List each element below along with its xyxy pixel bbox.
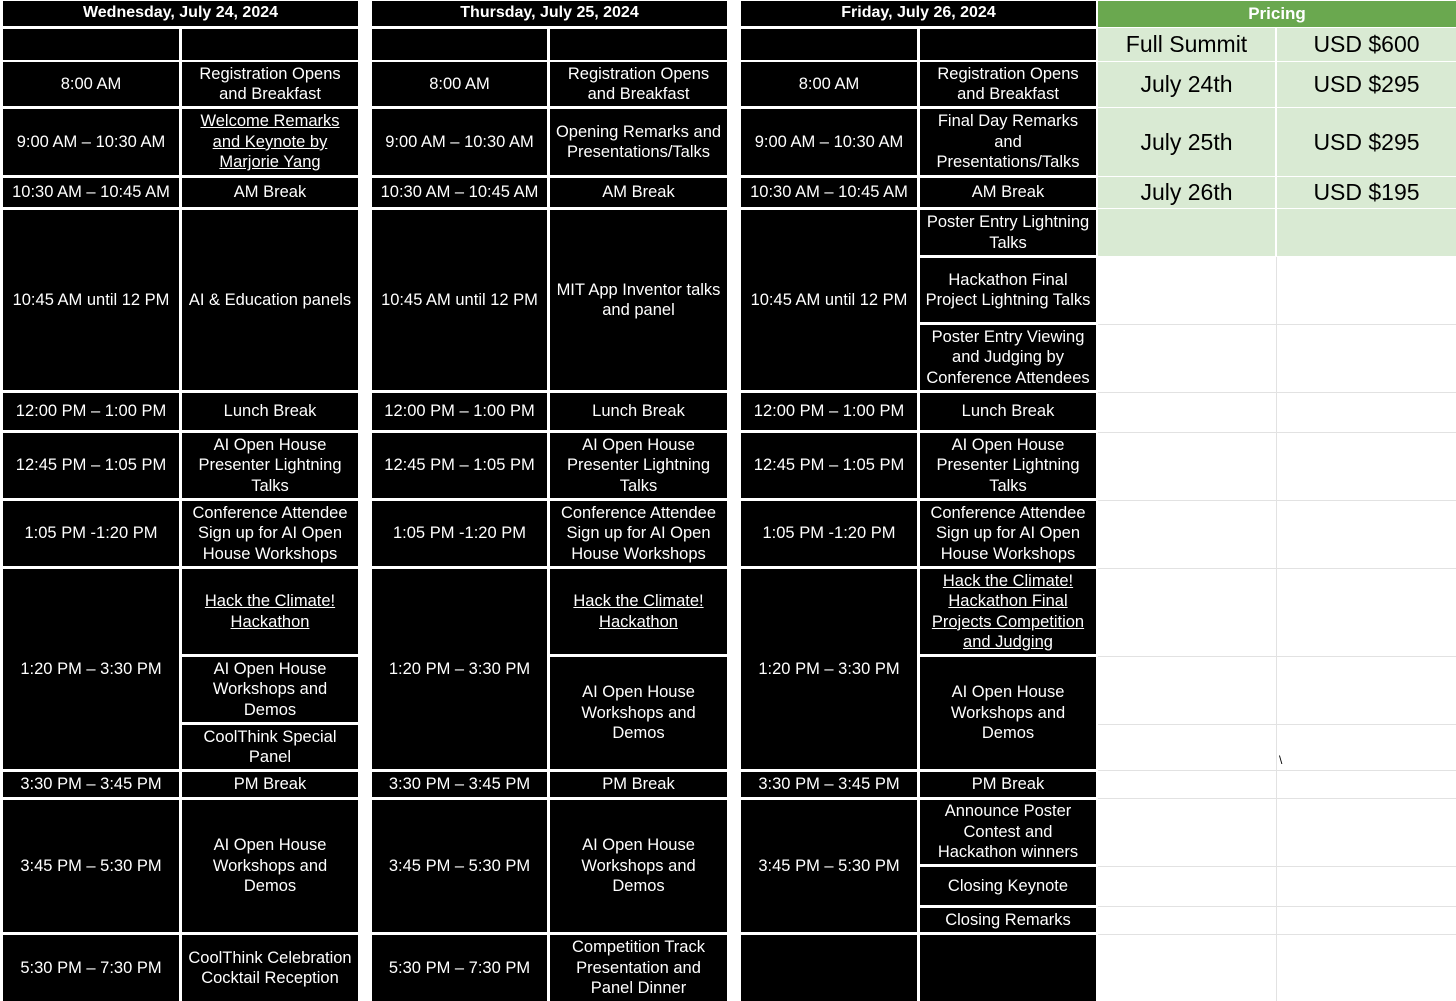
event-cell: Closing Keynote [920, 867, 1096, 905]
event-cell: CoolThink Celebration Cocktail Reception [182, 935, 358, 1001]
gridline [1098, 934, 1456, 935]
pricing-price: USD $295 [1277, 62, 1456, 107]
blank-cell [920, 29, 1096, 60]
time-cell: 8:00 AM [741, 62, 917, 106]
event-cell: Opening Remarks and Presentations/Talks [550, 109, 727, 175]
blank-cell [182, 29, 358, 60]
gridline [1098, 324, 1456, 325]
blank-cell [741, 935, 917, 1001]
event-cell: PM Break [550, 772, 727, 797]
time-cell: 10:45 AM until 12 PM [741, 210, 917, 390]
time-cell: 10:45 AM until 12 PM [3, 210, 179, 390]
time-cell: 3:30 PM – 3:45 PM [372, 772, 547, 797]
day-header: Friday, July 26, 2024 [741, 1, 1096, 26]
event-cell: AI Open House Workshops and Demos [182, 657, 358, 722]
event-cell: Conference Attendee Sign up for AI Open House Workshops [920, 501, 1096, 566]
event-cell: PM Break [920, 772, 1096, 797]
pricing-label: July 26th [1098, 177, 1275, 208]
event-cell: Hackathon Final Project Lightning Talks [920, 258, 1096, 322]
event-cell: AM Break [920, 178, 1096, 207]
event-cell: AI Open House Presenter Lightning Talks [182, 433, 358, 498]
event-cell: AI Open House Workshops and Demos [550, 657, 727, 769]
time-cell: 3:30 PM – 3:45 PM [3, 772, 179, 797]
gridline [1098, 432, 1456, 433]
time-cell: 12:45 PM – 1:05 PM [372, 433, 547, 498]
time-cell: 10:45 AM until 12 PM [372, 210, 547, 390]
event-cell: Competition Track Presentation and Panel Dinner [550, 935, 727, 1001]
time-cell: 1:05 PM -1:20 PM [372, 501, 547, 566]
event-cell: Final Day Remarks and Presentations/Talks [920, 109, 1096, 175]
time-cell: 3:45 PM – 5:30 PM [372, 800, 547, 932]
event-cell: AM Break [182, 178, 358, 207]
time-cell: 8:00 AM [372, 62, 547, 106]
time-cell: 10:30 AM – 10:45 AM [372, 178, 547, 207]
gridline [1098, 866, 1456, 867]
time-cell: 3:30 PM – 3:45 PM [741, 772, 917, 797]
time-cell: 9:00 AM – 10:30 AM [3, 109, 179, 175]
gridline [1098, 798, 1456, 799]
stray-mark: \ [1279, 753, 1283, 767]
time-cell: 10:30 AM – 10:45 AM [3, 178, 179, 207]
event-cell: Conference Attendee Sign up for AI Open House Workshops [182, 501, 358, 566]
event-cell: Lunch Break [920, 393, 1096, 430]
time-cell: 1:05 PM -1:20 PM [3, 501, 179, 566]
time-cell: 9:00 AM – 10:30 AM [372, 109, 547, 175]
time-cell: 1:20 PM – 3:30 PM [3, 569, 179, 769]
event-cell: MIT App Inventor talks and panel [550, 210, 727, 390]
pricing-price: USD $600 [1277, 28, 1456, 61]
hackathon-link[interactable]: Hack the Climate! Hackathon [182, 569, 358, 654]
event-cell: Conference Attendee Sign up for AI Open House Workshops [550, 501, 727, 566]
blank-cell [550, 29, 727, 60]
event-cell: AI Open House Workshops and Demos [920, 657, 1096, 769]
gridline [1098, 724, 1456, 725]
pricing-price: USD $295 [1277, 108, 1456, 176]
gridline [1098, 568, 1456, 569]
event-cell: Lunch Break [550, 393, 727, 430]
pricing-label: July 25th [1098, 108, 1275, 176]
time-cell: 12:00 PM – 1:00 PM [741, 393, 917, 430]
day-header: Wednesday, July 24, 2024 [3, 1, 358, 26]
pricing-empty [1098, 209, 1275, 256]
time-cell: 1:20 PM – 3:30 PM [741, 569, 917, 769]
event-cell: Registration Opens and Breakfast [182, 62, 358, 106]
event-cell: AI & Education panels [182, 210, 358, 390]
event-cell: AI Open House Presenter Lightning Talks [920, 433, 1096, 498]
event-cell: AM Break [550, 178, 727, 207]
pricing-label: July 24th [1098, 62, 1275, 107]
keynote-link[interactable]: Welcome Remarks and Keynote by Marjorie Yang [182, 109, 358, 175]
event-cell: CoolThink Special Panel [182, 725, 358, 769]
gridline [1098, 906, 1456, 907]
time-cell: 1:20 PM – 3:30 PM [372, 569, 547, 769]
pricing-empty [1277, 209, 1456, 256]
hackathon-link[interactable]: Hack the Climate! Hackathon [550, 569, 727, 654]
time-cell: 1:05 PM -1:20 PM [741, 501, 917, 566]
time-cell: 12:45 PM – 1:05 PM [741, 433, 917, 498]
event-cell: Poster Entry Lightning Talks [920, 210, 1096, 255]
gridline [1098, 500, 1456, 501]
event-cell: Closing Remarks [920, 908, 1096, 932]
time-cell: 12:00 PM – 1:00 PM [372, 393, 547, 430]
event-cell: Registration Opens and Breakfast [920, 62, 1096, 106]
event-cell: Lunch Break [182, 393, 358, 430]
time-cell: 12:45 PM – 1:05 PM [3, 433, 179, 498]
blank-cell [372, 29, 547, 60]
time-cell: 9:00 AM – 10:30 AM [741, 109, 917, 175]
gridline [1098, 770, 1456, 771]
pricing-header: Pricing [1098, 1, 1456, 27]
time-cell: 3:45 PM – 5:30 PM [3, 800, 179, 932]
time-cell: 8:00 AM [3, 62, 179, 106]
event-cell: Announce Poster Contest and Hackathon winners [920, 800, 1096, 864]
gridline [1098, 656, 1456, 657]
time-cell: 10:30 AM – 10:45 AM [741, 178, 917, 207]
time-cell: 5:30 PM – 7:30 PM [372, 935, 547, 1001]
event-cell: Registration Opens and Breakfast [550, 62, 727, 106]
time-cell: 5:30 PM – 7:30 PM [3, 935, 179, 1001]
blank-cell [741, 29, 917, 60]
pricing-price: USD $195 [1277, 177, 1456, 208]
gridline [1276, 257, 1277, 1001]
event-cell: AI Open House Workshops and Demos [182, 800, 358, 932]
time-cell: 3:45 PM – 5:30 PM [741, 800, 917, 932]
gridline [1098, 392, 1456, 393]
blank-cell [920, 935, 1096, 1001]
day-header: Thursday, July 25, 2024 [372, 1, 727, 26]
blank-cell [3, 29, 179, 60]
time-cell: 12:00 PM – 1:00 PM [3, 393, 179, 430]
event-cell: Poster Entry Viewing and Judging by Conference Attendees [920, 325, 1096, 390]
hackathon-judging-link[interactable]: Hack the Climate! Hackathon Final Projects Competition and Judging [920, 569, 1096, 654]
event-cell: AI Open House Workshops and Demos [550, 800, 727, 932]
pricing-label: Full Summit [1098, 28, 1275, 61]
event-cell: PM Break [182, 772, 358, 797]
event-cell: AI Open House Presenter Lightning Talks [550, 433, 727, 498]
